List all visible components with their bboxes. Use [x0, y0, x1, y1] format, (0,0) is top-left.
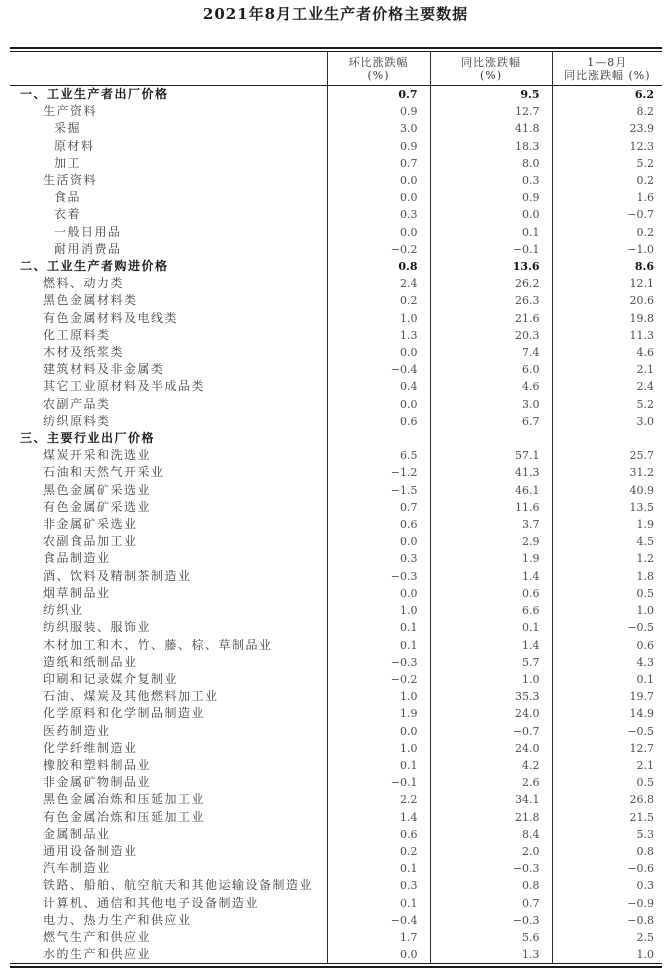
row-label: 生产资料: [43, 104, 98, 119]
ytd-value: −0.6: [552, 860, 662, 877]
col-header-mom: [327, 52, 430, 86]
yoy-value: 0.9: [430, 189, 552, 206]
mom-value: 0.7: [327, 499, 430, 516]
table-row: [10, 241, 662, 258]
mom-value: 0.0: [327, 585, 430, 602]
yoy-value: 5.7: [430, 654, 552, 671]
mom-value: −0.2: [327, 671, 430, 688]
mom-value: 0.0: [327, 189, 430, 206]
row-label: 木材及纸浆类: [43, 345, 125, 360]
yoy-value: 1.3: [430, 946, 552, 964]
row-label: 橡胶和塑料制品业: [43, 757, 152, 772]
row-label: 原材料: [54, 138, 95, 153]
col-header-mom-line2: (%): [367, 69, 390, 82]
row-label: 一般日用品: [54, 224, 122, 239]
table-row: [10, 155, 662, 172]
table-row: [10, 895, 662, 912]
yoy-value: 1.9: [430, 550, 552, 567]
col-header-ytd: [552, 52, 662, 86]
mom-value: 0.7: [327, 155, 430, 172]
col-header-yoy-line1: 同比涨跌幅: [461, 56, 521, 69]
table-row: [10, 774, 662, 791]
table-row: [10, 378, 662, 395]
ytd-value: 0.2: [552, 172, 662, 189]
table-row: [10, 516, 662, 533]
yoy-value: 0.6: [430, 585, 552, 602]
mom-value: −0.3: [327, 654, 430, 671]
ytd-value: 0.5: [552, 774, 662, 791]
table-row: [10, 671, 662, 688]
ytd-value: 25.7: [552, 447, 662, 464]
yoy-value: 11.6: [430, 499, 552, 516]
row-label: 非金属矿采选业: [43, 517, 138, 532]
row-label: 生活资料: [43, 173, 98, 188]
yoy-value: 46.1: [430, 482, 552, 499]
mom-value: 1.0: [327, 602, 430, 619]
mom-value: 0.1: [327, 757, 430, 774]
row-label: 化工原料类: [43, 327, 111, 342]
row-label: 烟草制品业: [43, 585, 111, 600]
mom-value: 0.6: [327, 413, 430, 430]
row-label: 纺织业: [43, 603, 84, 618]
yoy-value: 0.1: [430, 619, 552, 636]
col-header-yoy: [430, 52, 552, 86]
mom-value: 6.5: [327, 447, 430, 464]
table-row: [10, 292, 662, 309]
row-label: 食品: [54, 190, 82, 205]
row-label: 采掘: [54, 121, 82, 136]
header-empty-cell: [10, 52, 327, 86]
ytd-value: 5.2: [552, 155, 662, 172]
row-label: 有色金属矿采选业: [43, 499, 152, 514]
row-label: 燃料、动力类: [43, 276, 125, 291]
ytd-value: 21.5: [552, 809, 662, 826]
mom-value: 0.4: [327, 378, 430, 395]
mom-value: 1.0: [327, 740, 430, 757]
row-label: 一、工业生产者出厂价格: [20, 87, 169, 101]
row-label: 纺织服装、服饰业: [43, 620, 152, 635]
price-table: [10, 47, 662, 968]
row-label: 三、主要行业出厂价格: [20, 431, 156, 446]
mom-value: 1.0: [327, 688, 430, 705]
row-label: 电力、热力生产和供应业: [43, 912, 192, 927]
table-row: [10, 740, 662, 757]
table-row: [10, 344, 662, 361]
yoy-value: 1.4: [430, 568, 552, 585]
ytd-value: 1.2: [552, 550, 662, 567]
mom-value: 0.1: [327, 619, 430, 636]
yoy-value: 35.3: [430, 688, 552, 705]
yoy-value: 3.0: [430, 396, 552, 413]
col-header-yoy-line2: (%): [479, 69, 503, 82]
table-row: [10, 568, 662, 585]
ytd-value: 1.0: [552, 602, 662, 619]
yoy-value: 13.6: [430, 258, 552, 275]
ytd-value: 4.5: [552, 533, 662, 550]
yoy-value: 34.1: [430, 791, 552, 808]
row-label: 建筑材料及非金属类: [43, 362, 165, 377]
ytd-value: 8.6: [552, 258, 662, 275]
mom-value: 0.1: [327, 860, 430, 877]
ytd-value: −0.9: [552, 895, 662, 912]
page-title: 2021年8月工业生产者价格主要数据: [202, 5, 469, 23]
ytd-value: 4.6: [552, 344, 662, 361]
table-row: [10, 224, 662, 241]
mom-value: 3.0: [327, 120, 430, 137]
ytd-value: −1.0: [552, 241, 662, 258]
row-label: 煤炭开采和洗选业: [43, 448, 152, 463]
row-label: 纺织原料类: [43, 413, 111, 428]
ytd-value: 0.3: [552, 877, 662, 894]
yoy-value: 8.4: [430, 826, 552, 843]
yoy-value: 0.3: [430, 172, 552, 189]
table-row: [10, 946, 662, 964]
table-row: [10, 723, 662, 740]
yoy-value: 5.6: [430, 929, 552, 946]
row-label: 化学原料和化学制品制造业: [43, 706, 206, 721]
table-row: [10, 327, 662, 344]
row-label: 农副产品类: [43, 396, 111, 411]
yoy-value: 6.7: [430, 413, 552, 430]
table-row: [10, 447, 662, 464]
mom-value: 0.1: [327, 895, 430, 912]
ytd-value: 19.8: [552, 310, 662, 327]
row-label: 有色金属材料及电线类: [43, 310, 179, 325]
ytd-value: 5.3: [552, 826, 662, 843]
mom-value: 0.3: [327, 877, 430, 894]
ytd-value: 31.2: [552, 464, 662, 481]
table-row: [10, 791, 662, 808]
yoy-value: 8.0: [430, 155, 552, 172]
ytd-value: 20.6: [552, 292, 662, 309]
yoy-value: −0.7: [430, 723, 552, 740]
row-label: 黑色金属矿采选业: [43, 482, 152, 497]
ytd-value: 12.3: [552, 138, 662, 155]
ytd-value: [552, 430, 662, 447]
row-label: 木材加工和木、竹、藤、棕、草制品业: [43, 637, 273, 652]
yoy-value: 26.3: [430, 292, 552, 309]
row-label: 黑色金属冶炼和压延加工业: [43, 792, 206, 807]
mom-value: 0.9: [327, 138, 430, 155]
yoy-value: −0.3: [430, 860, 552, 877]
ytd-value: 4.3: [552, 654, 662, 671]
yoy-value: 21.8: [430, 809, 552, 826]
table-row: [10, 396, 662, 413]
row-label: 农副食品加工业: [43, 534, 138, 549]
table-row: [10, 809, 662, 826]
yoy-value: 2.9: [430, 533, 552, 550]
mom-value: −0.2: [327, 241, 430, 258]
yoy-value: 2.0: [430, 843, 552, 860]
ytd-value: 0.8: [552, 843, 662, 860]
row-label: 医药制造业: [43, 723, 111, 738]
table-row: [10, 843, 662, 860]
row-label: 石油和天然气开采业: [43, 465, 165, 480]
table-row: [10, 585, 662, 602]
ytd-value: 5.2: [552, 396, 662, 413]
yoy-value: [430, 430, 552, 447]
table-row: [10, 86, 662, 104]
table-row: [10, 103, 662, 120]
ytd-value: 0.5: [552, 585, 662, 602]
mom-value: 2.2: [327, 791, 430, 808]
ytd-value: 2.4: [552, 378, 662, 395]
table-row: [10, 860, 662, 877]
ytd-value: 2.1: [552, 757, 662, 774]
yoy-value: 18.3: [430, 138, 552, 155]
mom-value: [327, 430, 430, 447]
mom-value: 0.6: [327, 826, 430, 843]
yoy-value: 24.0: [430, 705, 552, 722]
table-row: [10, 172, 662, 189]
row-label: 计算机、通信和其他电子设备制造业: [43, 895, 260, 910]
row-label: 有色金属冶炼和压延加工业: [43, 809, 206, 824]
table-row: [10, 654, 662, 671]
ytd-value: 1.6: [552, 189, 662, 206]
mom-value: −0.4: [327, 912, 430, 929]
ytd-value: 1.9: [552, 516, 662, 533]
ytd-value: 40.9: [552, 482, 662, 499]
mom-value: 2.4: [327, 275, 430, 292]
ytd-value: −0.5: [552, 619, 662, 636]
table-row: [10, 877, 662, 894]
mom-value: 0.0: [327, 396, 430, 413]
yoy-value: 12.7: [430, 103, 552, 120]
ytd-value: 12.7: [552, 740, 662, 757]
table-row: [10, 533, 662, 550]
table-row: [10, 482, 662, 499]
yoy-value: 24.0: [430, 740, 552, 757]
yoy-value: 1.0: [430, 671, 552, 688]
mom-value: 0.2: [327, 843, 430, 860]
table-row: [10, 826, 662, 843]
yoy-value: 7.4: [430, 344, 552, 361]
mom-value: −0.4: [327, 361, 430, 378]
table-row: [10, 705, 662, 722]
mom-value: 1.0: [327, 310, 430, 327]
row-label: 黑色金属材料类: [43, 293, 138, 308]
yoy-value: 26.2: [430, 275, 552, 292]
yoy-value: 0.1: [430, 224, 552, 241]
row-label: 加工: [54, 155, 82, 170]
mom-value: 1.9: [327, 705, 430, 722]
row-label: 衣着: [54, 207, 82, 222]
table-row: [10, 619, 662, 636]
ytd-value: 13.5: [552, 499, 662, 516]
ytd-value: 12.1: [552, 275, 662, 292]
yoy-value: 0.7: [430, 895, 552, 912]
price-table-grid: [10, 51, 662, 964]
mom-value: 0.0: [327, 172, 430, 189]
mom-value: 0.6: [327, 516, 430, 533]
ytd-value: 19.7: [552, 688, 662, 705]
row-label: 化学纤维制造业: [43, 740, 138, 755]
yoy-value: 21.6: [430, 310, 552, 327]
mom-value: 0.7: [327, 86, 430, 104]
ytd-value: 8.2: [552, 103, 662, 120]
table-row: [10, 929, 662, 946]
mom-value: 0.0: [327, 344, 430, 361]
table-row: [10, 258, 662, 275]
row-label: 食品制造业: [43, 551, 111, 566]
table-row: [10, 464, 662, 481]
ytd-value: 14.9: [552, 705, 662, 722]
mom-value: 1.7: [327, 929, 430, 946]
mom-value: 0.0: [327, 723, 430, 740]
row-label: 水的生产和供应业: [43, 947, 152, 962]
table-row: [10, 688, 662, 705]
row-label: 通用设备制造业: [43, 843, 138, 858]
table-row: [10, 430, 662, 447]
yoy-value: 4.2: [430, 757, 552, 774]
yoy-value: 0.0: [430, 206, 552, 223]
col-header-ytd-line2: 同比涨跌幅 (%): [563, 69, 651, 82]
row-label: 其它工业原材料及半成品类: [43, 379, 206, 394]
yoy-value: 6.0: [430, 361, 552, 378]
ytd-value: −0.5: [552, 723, 662, 740]
row-label: 铁路、船舶、航空航天和其他运输设备制造业: [43, 878, 314, 893]
row-label: 酒、饮料及精制茶制造业: [43, 568, 192, 583]
table-row: [10, 310, 662, 327]
mom-value: 0.0: [327, 946, 430, 964]
mom-value: −1.5: [327, 482, 430, 499]
row-label: 汽车制造业: [43, 861, 111, 876]
table-row: [10, 499, 662, 516]
mom-value: 0.3: [327, 206, 430, 223]
mom-value: 0.1: [327, 637, 430, 654]
row-label: 金属制品业: [43, 826, 111, 841]
yoy-value: 0.8: [430, 877, 552, 894]
ytd-value: 2.5: [552, 929, 662, 946]
row-label: 印刷和记录媒介复制业: [43, 671, 179, 686]
mom-value: 1.4: [327, 809, 430, 826]
mom-value: 0.8: [327, 258, 430, 275]
yoy-value: 20.3: [430, 327, 552, 344]
ytd-value: 0.1: [552, 671, 662, 688]
row-label: 耐用消费品: [54, 241, 122, 256]
yoy-value: −0.3: [430, 912, 552, 929]
table-row: [10, 275, 662, 292]
yoy-value: 4.6: [430, 378, 552, 395]
table-row: [10, 138, 662, 155]
mom-value: 0.9: [327, 103, 430, 120]
table-row: [10, 120, 662, 137]
ytd-value: 0.6: [552, 637, 662, 654]
col-header-ytd-line1: 1—8月: [587, 56, 628, 69]
row-label: 燃气生产和供应业: [43, 929, 152, 944]
table-row: [10, 189, 662, 206]
mom-value: −1.2: [327, 464, 430, 481]
mom-value: 0.0: [327, 533, 430, 550]
yoy-value: 3.7: [430, 516, 552, 533]
table-row: [10, 550, 662, 567]
ytd-value: 6.2: [552, 86, 662, 104]
header-row: [10, 52, 662, 86]
mom-value: −0.1: [327, 774, 430, 791]
ytd-value: 26.8: [552, 791, 662, 808]
yoy-value: −0.1: [430, 241, 552, 258]
yoy-value: 57.1: [430, 447, 552, 464]
row-label: 石油、煤炭及其他燃料加工业: [43, 689, 219, 704]
ytd-value: −0.8: [552, 912, 662, 929]
yoy-value: 2.6: [430, 774, 552, 791]
yoy-value: 1.4: [430, 637, 552, 654]
yoy-value: 41.8: [430, 120, 552, 137]
ytd-value: 3.0: [552, 413, 662, 430]
mom-value: −0.3: [327, 568, 430, 585]
mom-value: 1.3: [327, 327, 430, 344]
ytd-value: 1.0: [552, 946, 662, 964]
mom-value: 0.2: [327, 292, 430, 309]
ytd-value: 2.1: [552, 361, 662, 378]
yoy-value: 41.3: [430, 464, 552, 481]
yoy-value: 6.6: [430, 602, 552, 619]
mom-value: 0.0: [327, 224, 430, 241]
table-row: [10, 912, 662, 929]
table-row: [10, 206, 662, 223]
mom-value: 0.3: [327, 550, 430, 567]
table-row: [10, 637, 662, 654]
table-row: [10, 413, 662, 430]
table-row: [10, 602, 662, 619]
table-row: [10, 361, 662, 378]
ytd-value: 11.3: [552, 327, 662, 344]
row-label: 造纸和纸制品业: [43, 654, 138, 669]
yoy-value: 9.5: [430, 86, 552, 104]
col-header-mom-line1: 环比涨跌幅: [348, 56, 409, 69]
table-row: [10, 757, 662, 774]
ytd-value: −0.7: [552, 206, 662, 223]
row-label: 非金属矿物制品业: [43, 775, 152, 790]
ytd-value: 0.2: [552, 224, 662, 241]
row-label: 二、工业生产者购进价格: [20, 259, 169, 274]
ytd-value: 23.9: [552, 120, 662, 137]
ytd-value: 1.8: [552, 568, 662, 585]
